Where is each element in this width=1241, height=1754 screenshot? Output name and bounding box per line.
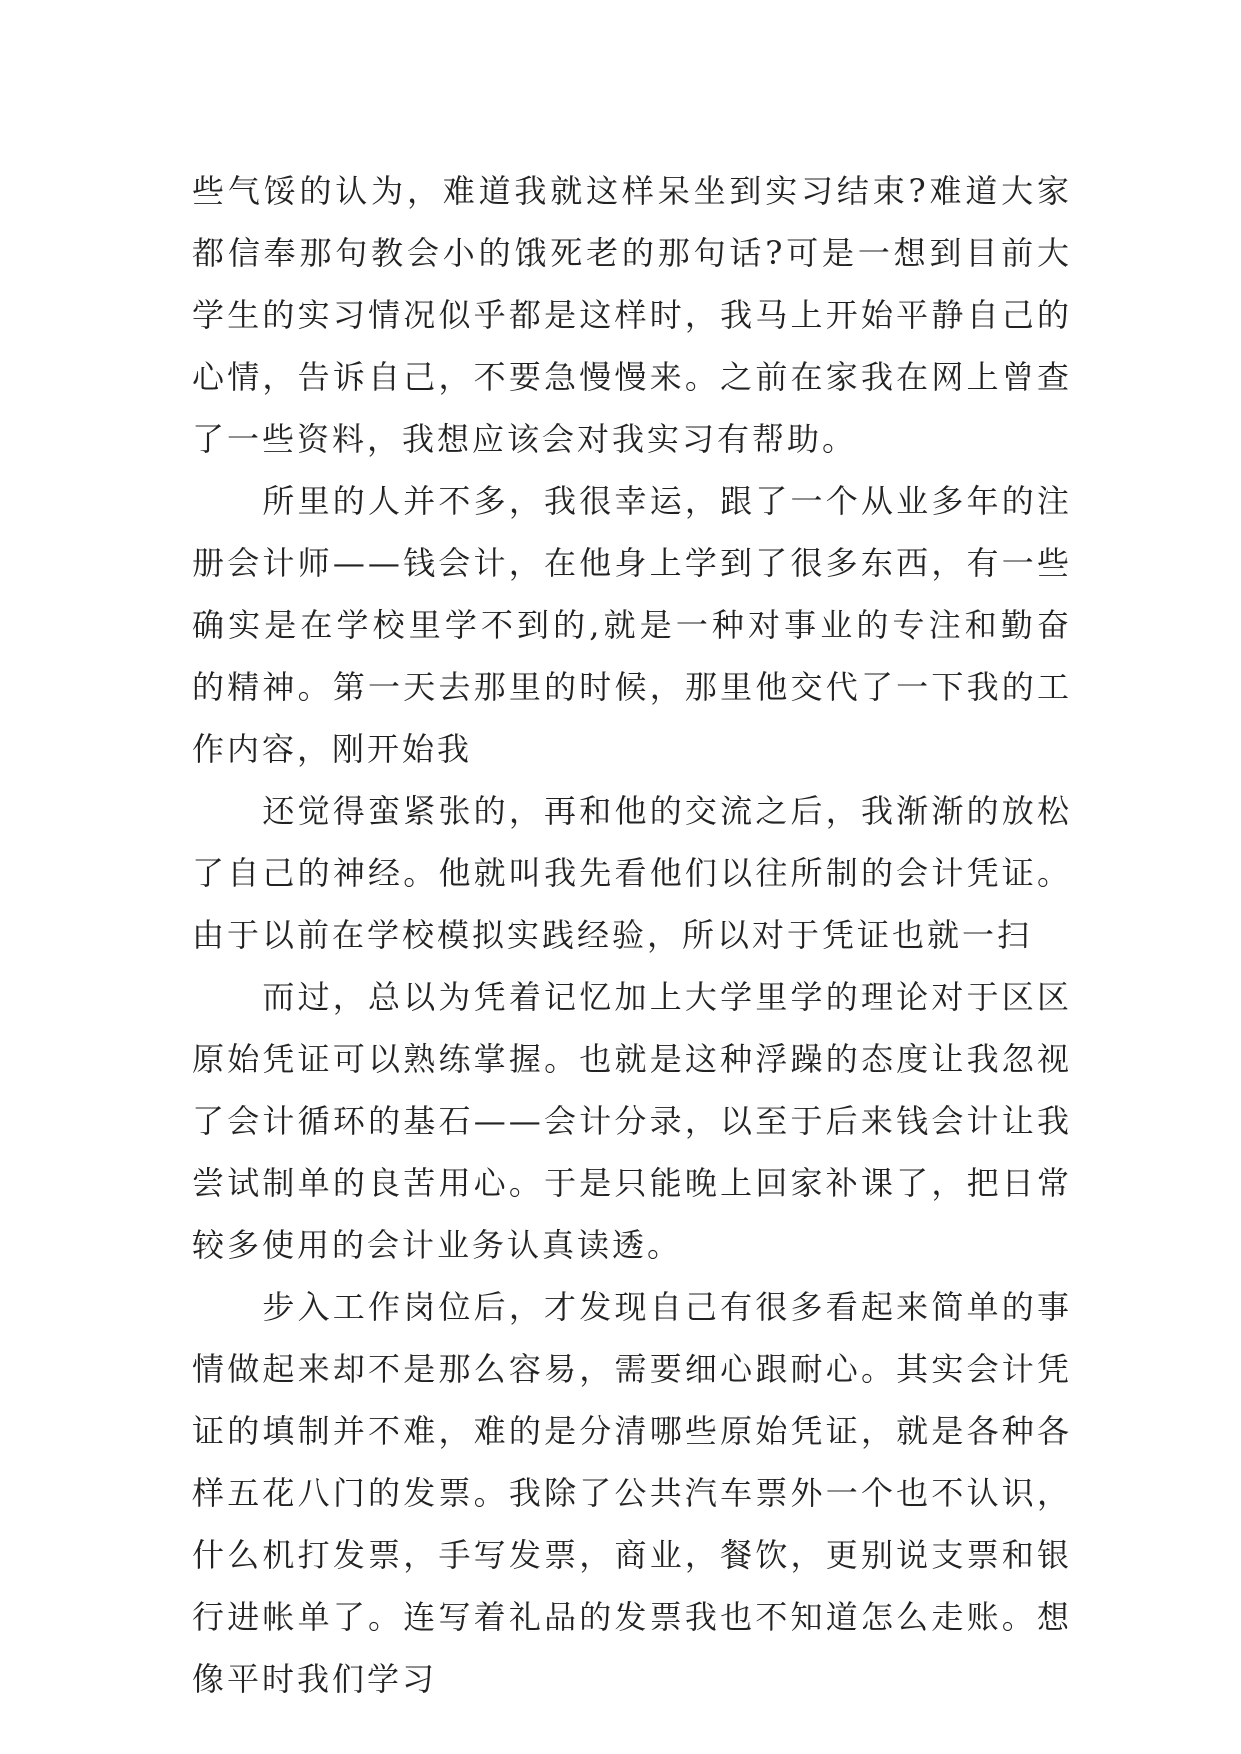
paragraph-3: 还觉得蛮紧张的，再和他的交流之后，我渐渐的放松了自己的神经。他就叫我先看他们以往所制的会计凭证。由于以前在学校模拟实践经验，所以对于凭证也就一扫 [192, 792, 1072, 954]
paragraph-2: 所里的人并不多，我很幸运，跟了一个从业多年的注册会计师——钱会计，在他身上学到了很多东西，有一些确实是在学校里学不到的,就是一种对事业的专注和勤奋的精神。第一天去那里的时候，那里他交代了一下我的工作内容，刚开始我 [192, 482, 1072, 768]
paragraph-4: 而过，总以为凭着记忆加上大学里学的理论对于区区原始凭证可以熟练掌握。也就是这种浮躁的态度让我忽视了会计循环的基石——会计分录，以至于后来钱会计让我尝试制单的良苦用心。于是只能晚上回家补课了，把日常较多使用的会计业务认真读透。 [192, 978, 1072, 1264]
document-body [192, 160, 1072, 1710]
paragraph-1: 些气馁的认为，难道我就这样呆坐到实习结束?难道大家都信奉那句教会小的饿死老的那句话?可是一想到目前大学生的实习情况似乎都是这样时，我马上开始平静自己的心情，告诉自己，不要急慢慢来。之前在家我在网上曾查了一些资料，我想应该会对我实习有帮助。 [192, 172, 1072, 458]
paragraph-5: 步入工作岗位后，才发现自己有很多看起来简单的事情做起来却不是那么容易，需要细心跟耐心。其实会计凭证的填制并不难，难的是分清哪些原始凭证，就是各种各样五花八门的发票。我除了公共汽车票外一个也不认识，什么机打发票，手写发票，商业，餐饮，更别说支票和银行进帐单了。连写着礼品的发票我也不知道怎么走账。想像平时我们学习 [192, 1288, 1072, 1698]
